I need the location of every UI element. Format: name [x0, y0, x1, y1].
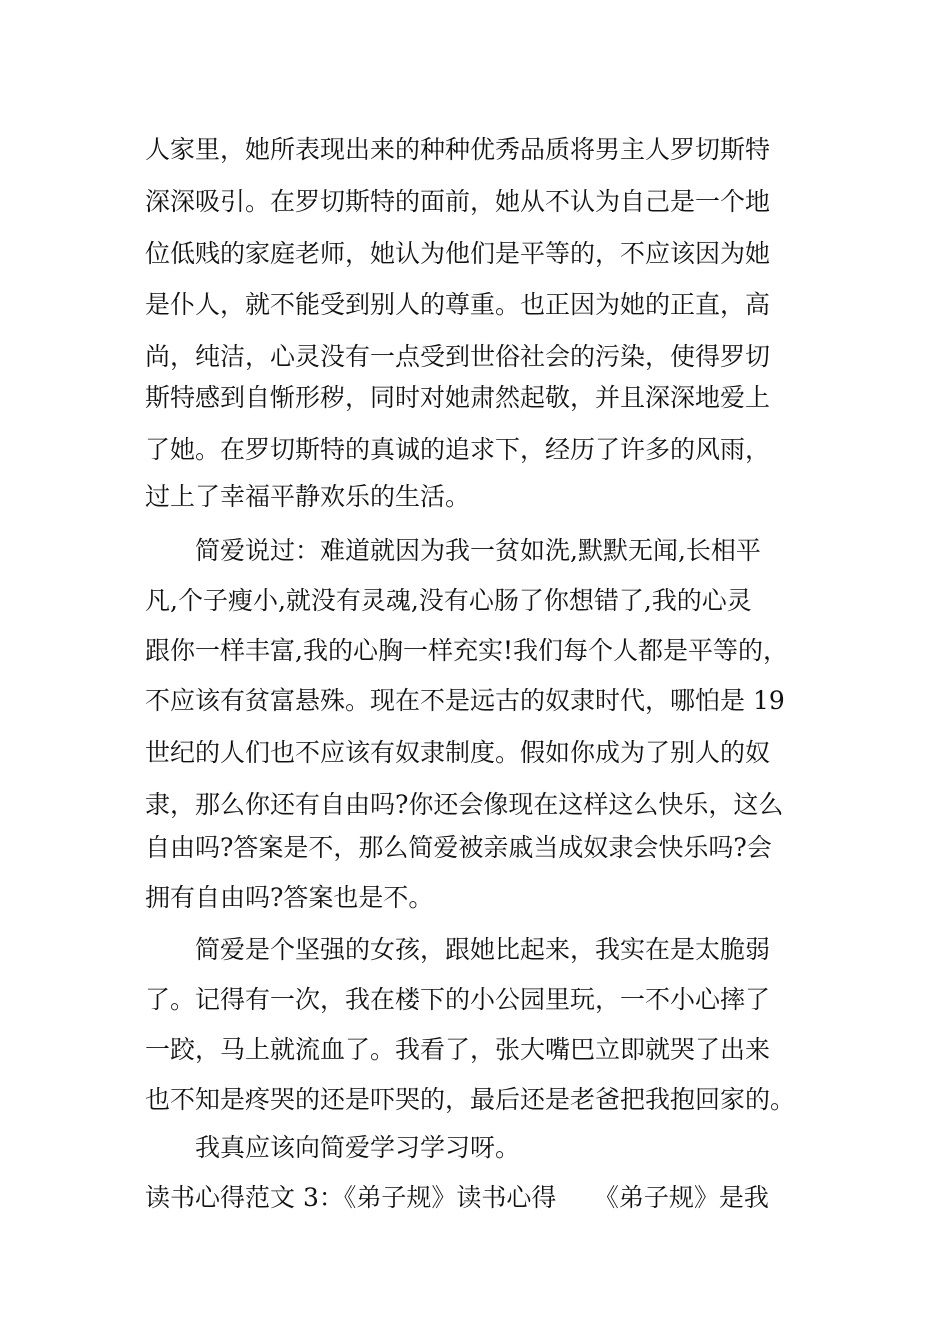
text-line: 不应该有贫富悬殊。现在不是远古的奴隶时代，哪怕是 19 [145, 686, 785, 715]
text-line: 深深吸引。在罗切斯特的面前，她从不认为自己是一个地 [145, 187, 771, 216]
text-line: 位低贱的家庭老师，她认为他们是平等的，不应该因为她 [145, 239, 771, 268]
paragraph-first-line: 我真应该向简爱学习学习呀。 [195, 1133, 521, 1162]
text-line: 一跤，马上就流血了。我看了，张大嘴巴立即就哭了出来 [145, 1035, 771, 1064]
text-line: 过上了幸福平静欢乐的生活。 [145, 482, 471, 511]
text-line: 拥有自由吗?答案也是不。 [145, 883, 434, 912]
text-line: 斯特感到自惭形秽，同时对她肃然起敬，并且深深地爱上 [145, 383, 771, 412]
text-line: 世纪的人们也不应该有奴隶制度。假如你成为了别人的奴 [145, 738, 771, 767]
text-line: 是仆人，就不能受到别人的尊重。也正因为她的正直，高 [145, 290, 771, 319]
text-line: 也不知是疼哭的还是吓哭的，最后还是老爸把我抱回家的。 [145, 1085, 796, 1114]
text-line: 跟你一样丰富,我的心胸一样充实!我们每个人都是平等的， [145, 636, 788, 665]
paragraph-first-line: 简爱是个坚强的女孩，跟她比起来，我实在是太脆弱 [195, 935, 771, 964]
text-line: 隶，那么你还有自由吗?你还会像现在这样这么快乐，这么 [145, 790, 784, 819]
text-line: 尚，纯洁，心灵没有一点受到世俗社会的污染，使得罗切 [145, 342, 771, 371]
text-line: 人家里，她所表现出来的种种优秀品质将男主人罗切斯特 [145, 135, 771, 164]
text-line: 自由吗?答案是不，那么简爱被亲戚当成奴隶会快乐吗?会 [145, 833, 772, 862]
paragraph-first-line: 简爱说过：难道就因为我一贫如洗,默默无闻,长相平 [195, 536, 761, 565]
text-line: 凡,个子瘦小,就没有灵魂,没有心肠了你想错了,我的心灵 [145, 586, 752, 615]
section-heading-line: 读书心得范文 3：《弟子规》读书心得 《弟子规》是我 [145, 1183, 769, 1212]
text-line: 了她。在罗切斯特的真诚的追求下，经历了许多的风雨， [145, 435, 771, 464]
text-line: 了。记得有一次，我在楼下的小公园里玩，一不小心摔了 [145, 985, 771, 1014]
